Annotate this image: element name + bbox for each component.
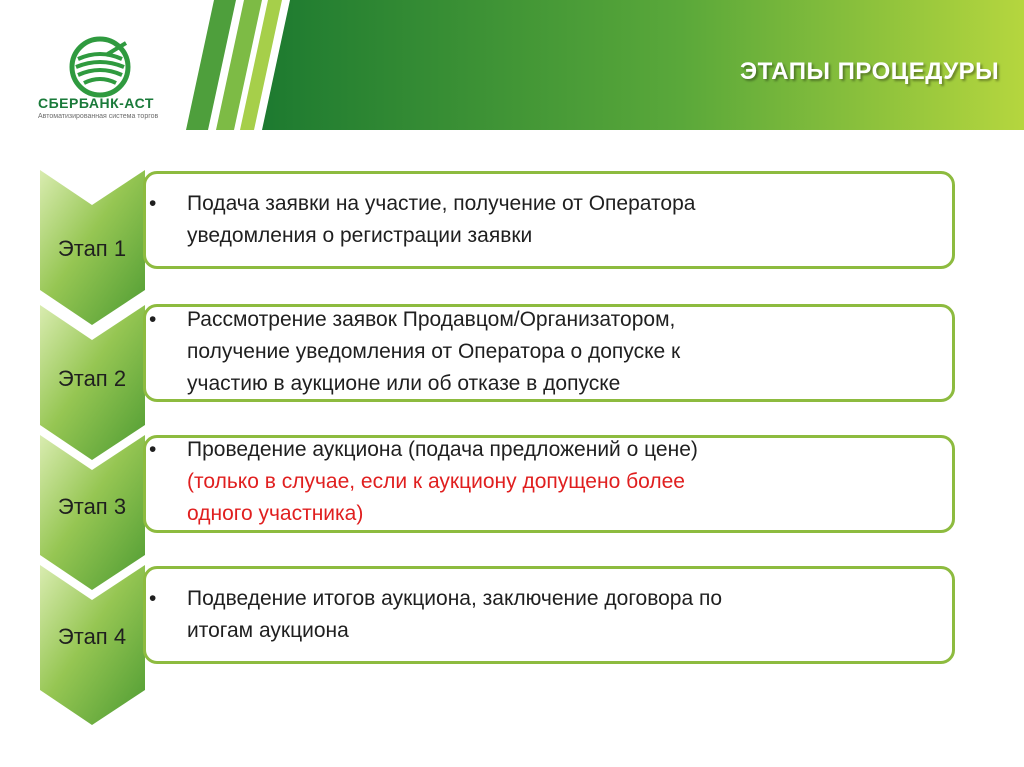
bullet-icon: •: [149, 587, 157, 610]
step-4-text: [149, 583, 935, 647]
bullet-icon: •: [149, 192, 157, 215]
step-3-line: Проведение аукциона (подача предложений о цене): [187, 438, 698, 461]
step-1-text: [149, 188, 935, 252]
step-3-text: [149, 434, 935, 530]
step-2-line: Рассмотрение заявок Продавцом/Организатором,: [187, 308, 676, 331]
step-4-line: Подведение итогов аукциона, заключение договора по: [187, 587, 723, 610]
step-1-line: Подача заявки на участие, получение от Оператора: [187, 192, 696, 215]
step-2-line: получение уведомления от Оператора о допуске к: [187, 340, 681, 363]
slide-title: ЭТАПЫ ПРОЦЕДУРЫ: [740, 58, 1000, 85]
bullet-icon: •: [149, 438, 157, 461]
step-2-text: [149, 304, 935, 400]
step-2-line: участию в аукционе или об отказе в допуске: [187, 372, 621, 395]
step-3-note-line: одного участника): [187, 502, 364, 525]
logo-subtitle: Автоматизированная система торгов: [38, 113, 159, 120]
step-4-line: итогам аукциона: [187, 619, 349, 642]
step-2-label: Этап 2: [57, 366, 127, 391]
step-1-label: Этап 1: [57, 236, 127, 261]
step-1-line: уведомления о регистрации заявки: [187, 224, 533, 247]
bullet-icon: •: [149, 308, 157, 331]
step-3-note-line: (только в случае, если к аукциону допущено более: [187, 470, 685, 493]
step-4-label: Этап 4: [57, 624, 127, 649]
logo-name: СБЕРБАНК-АСТ: [38, 95, 154, 111]
step-3-label: Этап 3: [57, 494, 127, 519]
